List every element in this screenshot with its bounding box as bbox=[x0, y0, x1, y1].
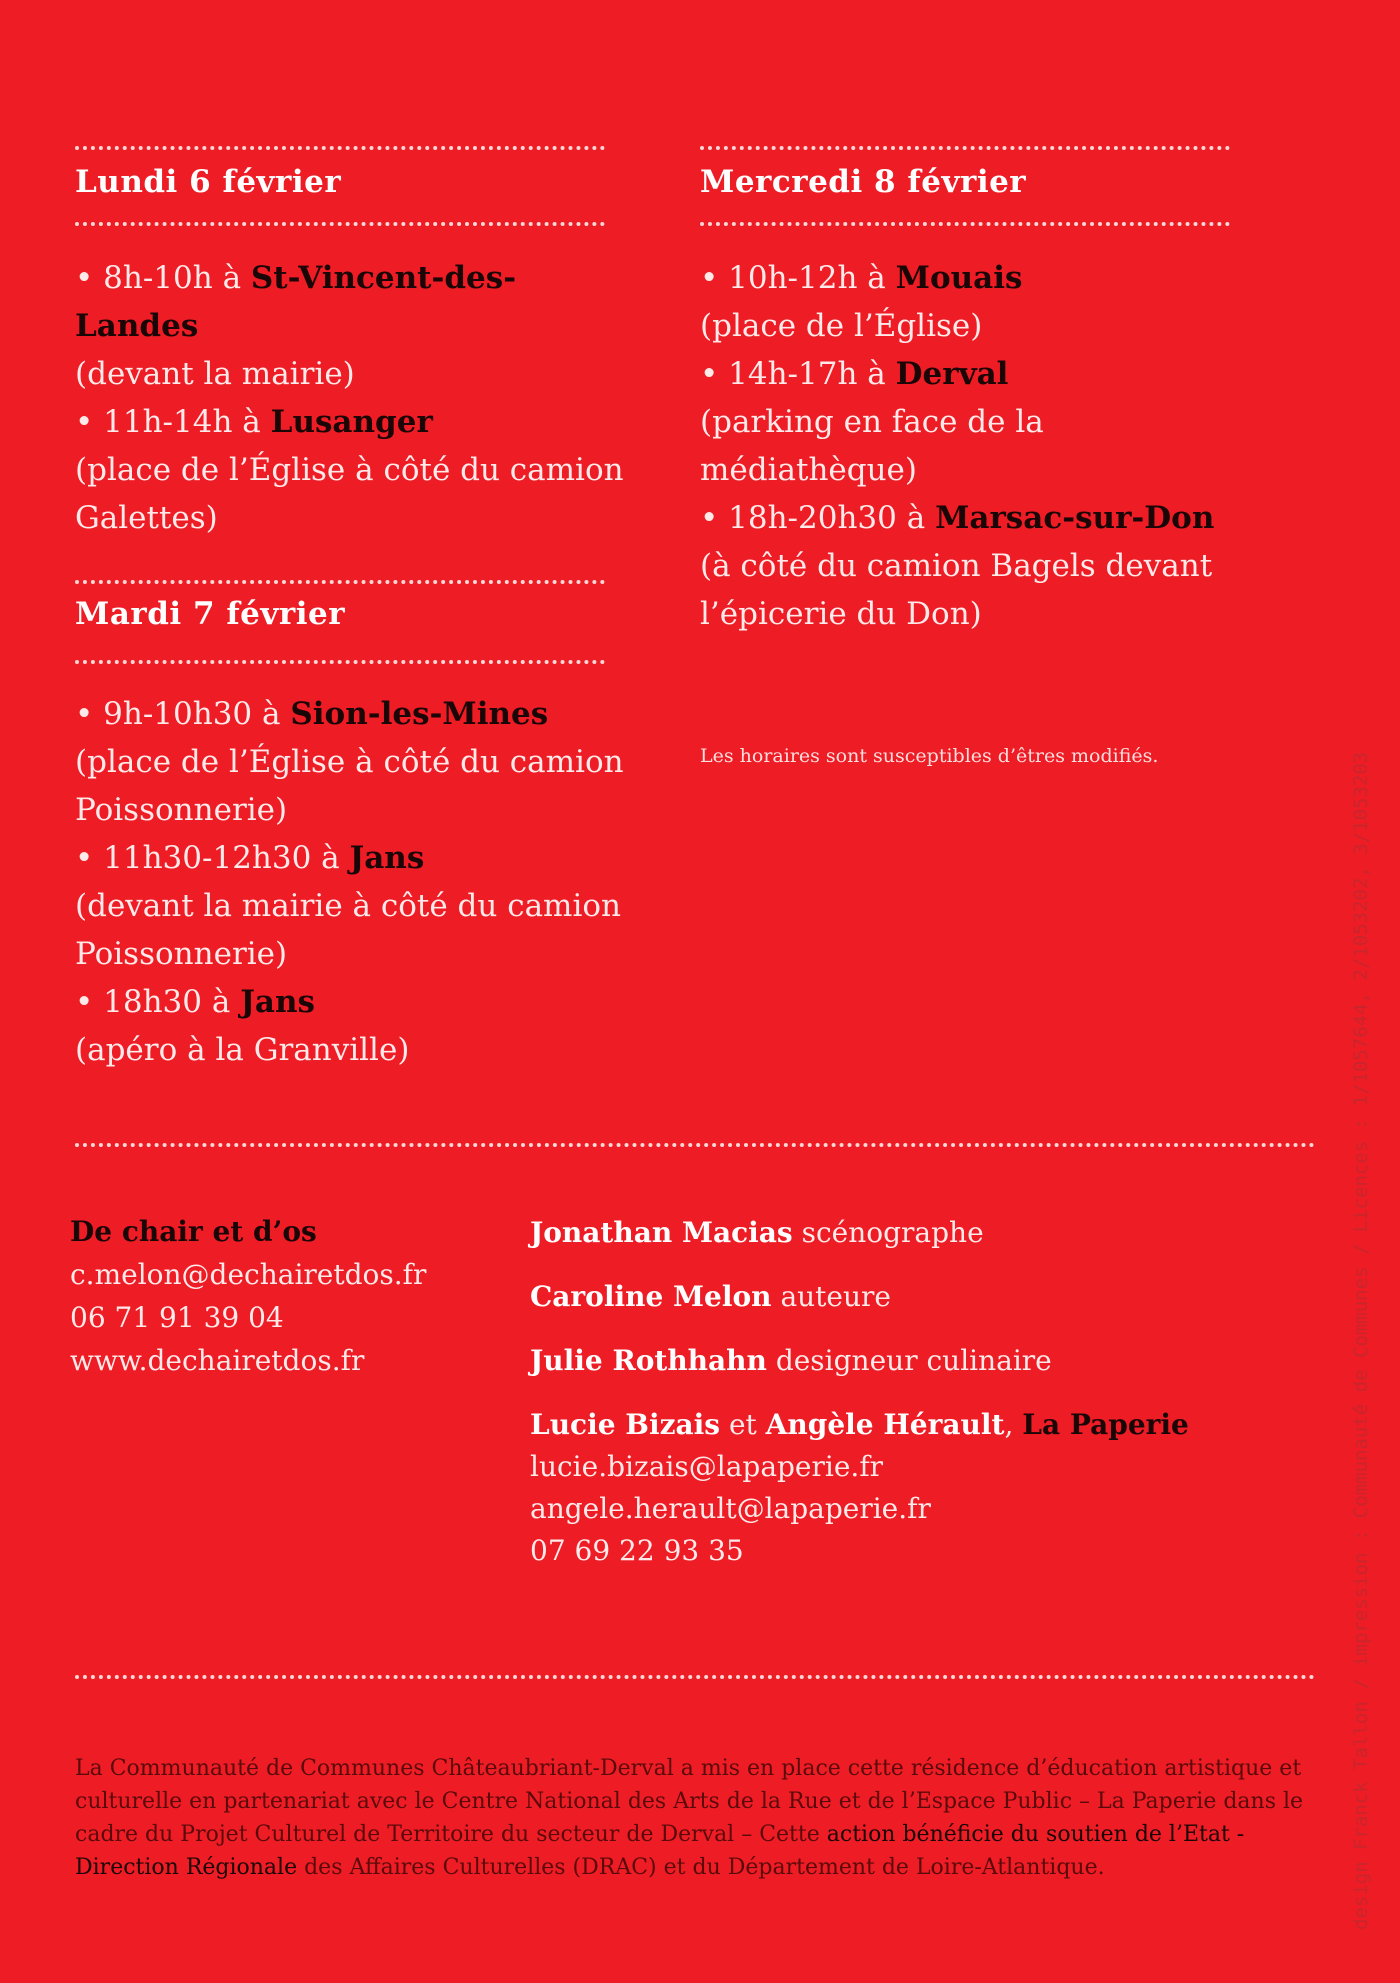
divider-tuesday-top bbox=[75, 580, 605, 584]
credit-row: Caroline Melon auteure bbox=[530, 1280, 891, 1313]
place-name: Lusanger bbox=[270, 404, 433, 440]
contact-website-link[interactable]: www.dechairetdos.fr bbox=[70, 1344, 365, 1377]
place-name: Derval bbox=[895, 356, 1009, 392]
credit-phone: 07 69 22 93 35 bbox=[530, 1534, 744, 1567]
divider-wednesday bbox=[700, 222, 1230, 226]
footer-paragraph: La Communauté de Communes Châteaubriant-Derval a mis en place cette résidence d’éducation artistique et culturelle en partenariat avec le Centre National des Arts de la Rue et de l’Espace Public – La Paperie dans le cadre du Projet Culturel de Territoire du secteur de Derval – Cette action bénéficie du soutien de l’Etat - Direction Régionale des Affaires Culturelles (DRAC) et du Département de Loire-Atlantique. bbox=[75, 1756, 1304, 1880]
place-name: Sion-les-Mines bbox=[290, 696, 549, 732]
credit-email-link[interactable]: angele.herault@lapaperie.fr bbox=[530, 1492, 931, 1525]
divider-top-right bbox=[700, 146, 1230, 150]
place-name: Jans bbox=[240, 984, 315, 1020]
credits-block bbox=[530, 1212, 1310, 1572]
place-name: Mouais bbox=[895, 260, 1023, 296]
heading-monday: Lundi 6 février bbox=[75, 164, 342, 200]
list-item: • 14h-17h à Derval (parking en face de la médiathèque) bbox=[700, 356, 1044, 488]
schedule-tuesday bbox=[75, 690, 655, 1074]
schedule-note: Les horaires sont susceptibles d’êtres modifiés. bbox=[700, 745, 1159, 767]
list-item: • 10h-12h à Mouais (place de l’Église) bbox=[700, 260, 1023, 344]
schedule-wednesday bbox=[700, 254, 1230, 638]
contact-block bbox=[70, 1210, 426, 1382]
heading-wednesday: Mercredi 8 février bbox=[700, 164, 1027, 200]
list-item: • 18h-20h30 à Marsac-sur-Don (à côté du camion Bagels devant l’épicerie du Don) bbox=[700, 500, 1215, 632]
list-item: • 11h-14h à Lusanger (place de l’Église à côté du camion Galettes) bbox=[75, 404, 624, 536]
list-item: • 11h30-12h30 à Jans (devant la mairie à côté du camion Poissonnerie) bbox=[75, 840, 621, 972]
divider-top-left bbox=[75, 146, 605, 150]
heading-tuesday: Mardi 7 février bbox=[75, 596, 346, 632]
credit-row: Lucie Bizais et Angèle Hérault, La Paperie lucie.bizais@lapaperie.fr angele.herault@lapaperie.fr 07 69 22 93 35 bbox=[530, 1404, 1310, 1572]
divider-full-2 bbox=[75, 1675, 1315, 1679]
place-name: Jans bbox=[349, 840, 425, 876]
list-item: • 9h-10h30 à Sion-les-Mines (place de l’Église à côté du camion Poissonnerie) bbox=[75, 696, 624, 828]
side-credit-text: design Franck Tallon / impression : Communauté de Communes / Licences : 1/1057644, 2/1053202, 3/1053203 bbox=[1350, 751, 1372, 1930]
contact-email-link[interactable]: c.melon@dechairetdos.fr bbox=[70, 1258, 427, 1291]
divider-full-1 bbox=[75, 1143, 1315, 1147]
schedule-monday bbox=[75, 254, 635, 542]
org-name: De chair et d’os bbox=[70, 1215, 317, 1248]
place-name: Marsac-sur-Don bbox=[935, 500, 1215, 536]
divider-monday bbox=[75, 222, 605, 226]
list-item: • 18h30 à Jans (apéro à la Granville) bbox=[75, 984, 410, 1068]
list-item: • 8h-10h à St-Vincent-des-Landes (devant la mairie) bbox=[75, 260, 517, 392]
credit-email-link[interactable]: lucie.bizais@lapaperie.fr bbox=[530, 1450, 884, 1483]
credit-row: Jonathan Macias scénographe bbox=[530, 1216, 984, 1249]
divider-tuesday bbox=[75, 660, 605, 664]
credit-row: Julie Rothhahn designeur culinaire bbox=[530, 1344, 1052, 1377]
place-name: St-Vincent-des-Landes bbox=[75, 260, 517, 344]
contact-phone: 06 71 91 39 04 bbox=[70, 1301, 284, 1334]
